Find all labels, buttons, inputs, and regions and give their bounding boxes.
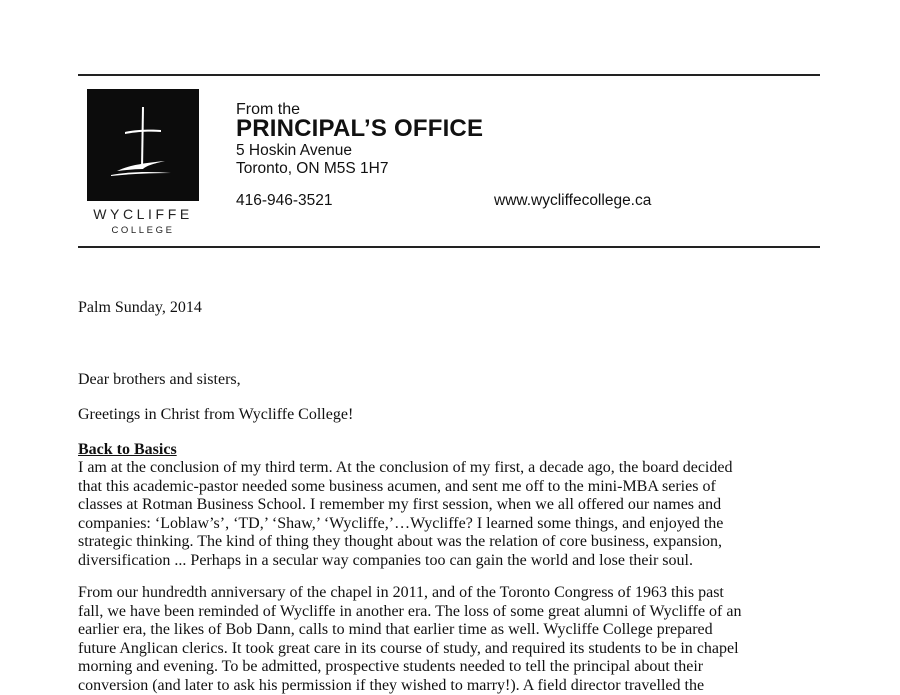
paragraph-line: I am at the conclusion of my third term. At the conclusion of my first, a decade ago, the board decided [78,459,820,478]
logo-college-subtitle: COLLEGE [80,225,206,236]
phone-number: 416-946-3521 [236,192,333,210]
wycliffe-cross-logo [87,89,199,201]
street-address: 5 Hoskin Avenue [236,142,352,160]
section-heading: Back to Basics [78,441,820,460]
paragraph-line: that this academic-pastor needed some business acumen, and sent me off to the mini-MBA series of [78,478,820,497]
paragraph-line: future Anglican clerics. It took great care in its course of study, and required its students to be in chapel [78,640,820,659]
paragraph-line: strategic thinking. The kind of thing they thought about was the relation of core business, expansion, [78,533,820,552]
header-top-rule [78,74,820,76]
from-label: From the [236,101,300,119]
logo-college-name: WYCLIFFE [80,206,206,222]
paragraph-line: classes at Rotman Business School. I remember my first session, when we all offered our names and [78,496,820,515]
paragraph-2 [78,584,820,679]
paragraph-line: diversification ... Perhaps in a secular way companies too can gain the world and lose their soul. [78,552,820,571]
header-bottom-rule [78,246,820,248]
paragraph-line: earlier era, the likes of Bob Dann, calls to mind that earlier time as well. Wycliffe College prepared [78,621,820,640]
paragraph-line: conversion (and later to ask his permission if they wished to marry!). A field director travelled the [78,677,820,695]
paragraph-1 [78,459,820,570]
paragraph-line: fall, we have been reminded of Wycliffe in another era. The loss of some great alumni of Wycliffe of an [78,603,820,622]
letter-salutation: Dear brothers and sisters, [78,371,820,390]
letter-date: Palm Sunday, 2014 [78,299,820,318]
paragraph-line: From our hundredth anniversary of the chapel in 2011, and of the Toronto Congress of 1963 this past [78,584,820,603]
city-address: Toronto, ON M5S 1H7 [236,160,388,178]
office-title: PRINCIPAL’S OFFICE [236,115,483,143]
paragraph-line: companies: ‘Loblaw’s’, ‘TD,’ ‘Shaw,’ ‘Wycliffe,’…Wycliffe? I learned some things, and enjoyed the [78,515,820,534]
cross-emblem-icon [87,89,199,201]
website-address: www.wycliffecollege.ca [494,192,651,210]
paragraph-line: morning and evening. To be admitted, prospective students needed to tell the principal about their [78,658,820,677]
letter-greeting: Greetings in Christ from Wycliffe College! [78,406,820,425]
